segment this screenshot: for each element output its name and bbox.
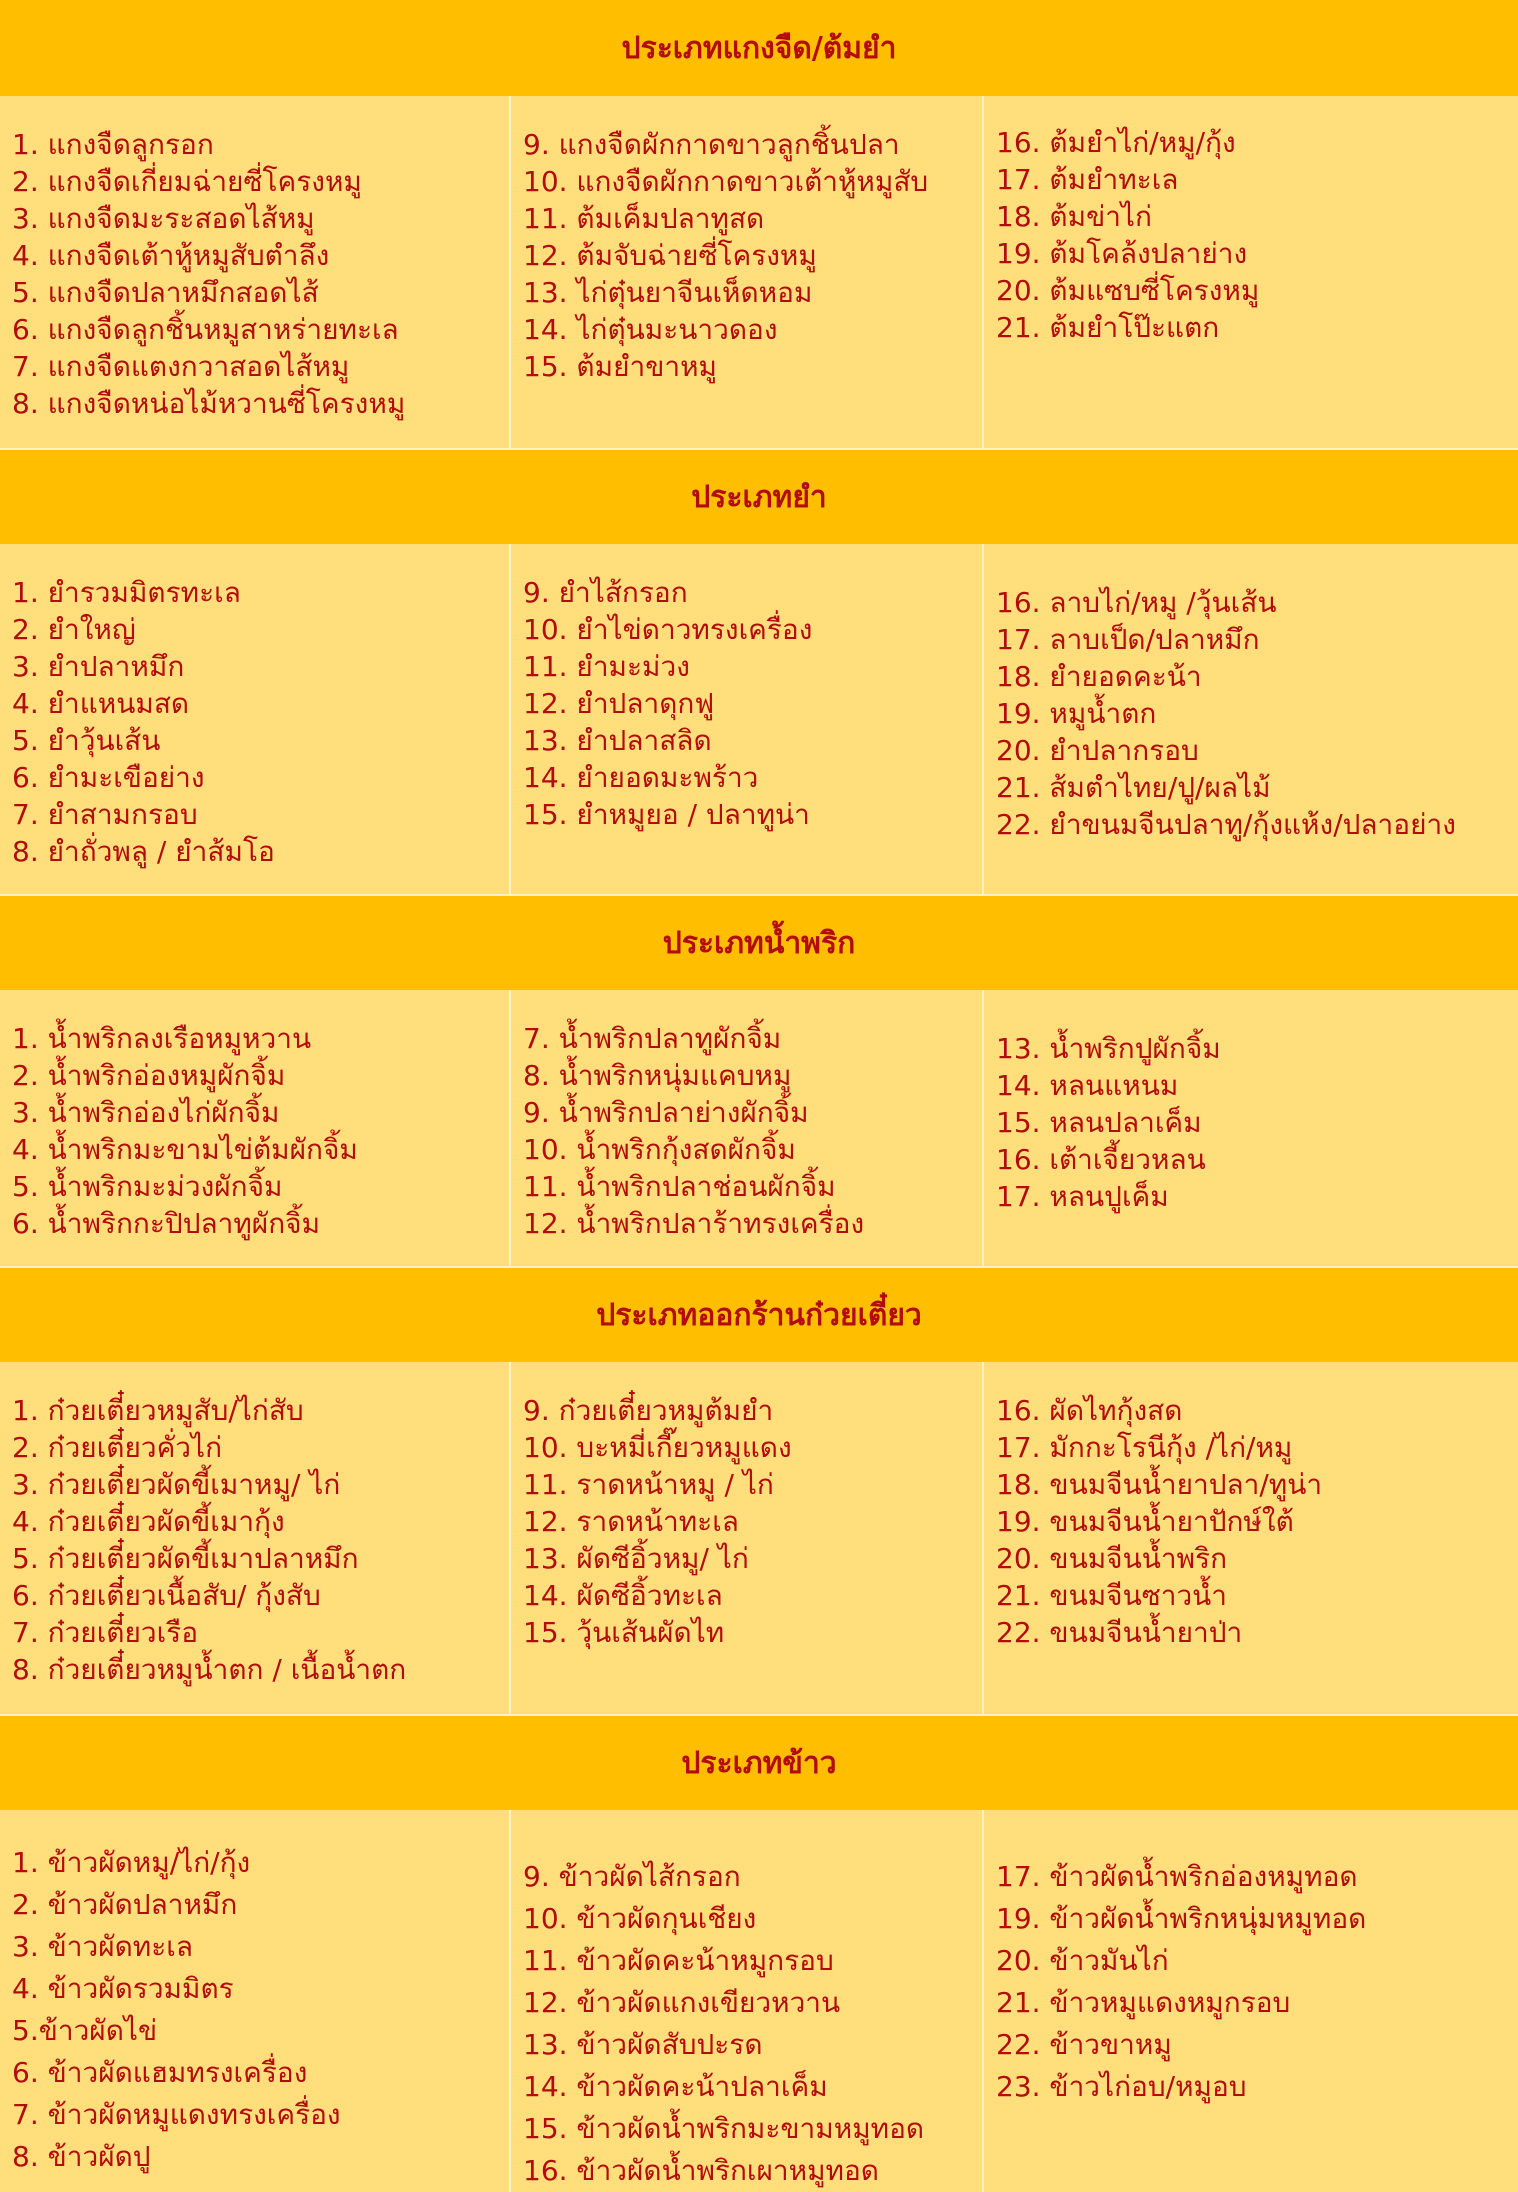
column-3 <box>984 1362 1518 1714</box>
menu-item: 9. ข้าวผัดไส้กรอก <box>523 1860 741 1893</box>
menu-item: 7. ยำสามกรอบ <box>12 798 198 831</box>
section-body-soups <box>0 96 1518 450</box>
menu-item: 12. ต้มจับฉ่ายซี่โครงหมู <box>523 239 817 272</box>
menu-item: 14. ยำยอดมะพร้าว <box>523 761 759 794</box>
menu-item: 22. ยำขนมจีนปลาทู/กุ้งแห้ง/ปลาอย่าง <box>996 808 1456 841</box>
column-3 <box>984 96 1518 448</box>
menu-item: 15. ข้าวผัดน้ำพริกมะขามหมูทอด <box>523 2112 925 2145</box>
menu-item: 22. ข้าวขาหมู <box>996 2028 1172 2061</box>
menu-item: 1. ก๋วยเตี๋ยวหมูสับ/ไก่สับ <box>12 1394 304 1427</box>
menu-item: 12. ยำปลาดุกฟู <box>523 687 715 720</box>
menu-item: 17. มักกะโรนีกุ้ง /ไก่/หมู <box>996 1431 1293 1464</box>
section-title: ประเภทน้ำพริก <box>662 925 856 961</box>
menu-item: 10. บะหมี่เกี๊ยวหมูแดง <box>523 1431 792 1464</box>
section-title: ประเภทยำ <box>691 479 827 515</box>
menu-item: 16. เต้าเจี้ยวหลน <box>996 1143 1206 1176</box>
menu-item: 16. ต้มยำไก่/หมู/กุ้ง <box>996 126 1236 159</box>
menu-item: 6. ข้าวผัดแฮมทรงเครื่อง <box>12 2056 308 2089</box>
menu-item: 1. น้ำพริกลงเรือหมูหวาน <box>12 1022 312 1055</box>
menu-item: 11. ต้มเค็มปลาทูสด <box>523 202 765 235</box>
section-body-noodles <box>0 1362 1518 1716</box>
menu-item: 13. ไก่ตุ๋นยาจีนเห็ดหอม <box>523 276 813 309</box>
menu-item: 4. แกงจืดเต้าหู้หมูสับตำลึง <box>12 239 330 272</box>
menu-item: 5. ยำวุ้นเส้น <box>12 724 161 757</box>
menu-item: 3. น้ำพริกอ่องไก่ผักจิ้ม <box>12 1096 280 1129</box>
menu-item: 4. ยำแหนมสด <box>12 687 190 720</box>
menu-item: 19. ขนมจีนน้ำยาปักษ์ใต้ <box>996 1505 1294 1538</box>
menu-item: 13. ผัดซีอิ้วหมู/ ไก่ <box>523 1542 749 1575</box>
menu-item: 8. ข้าวผัดปู <box>12 2140 151 2173</box>
menu-item: 21. ข้าวหมูแดงหมูกรอบ <box>996 1986 1291 2019</box>
menu-item: 3. ก๋วยเตี๋ยวผัดขี้เมาหมู/ ไก่ <box>12 1468 341 1501</box>
column-1 <box>0 990 511 1266</box>
menu-item: 5. น้ำพริกมะม่วงผักจิ้ม <box>12 1170 283 1203</box>
menu-item: 2. น้ำพริกอ่องหมูผักจิ้ม <box>12 1059 286 1092</box>
menu-item: 11. น้ำพริกปลาช่อนผักจิ้ม <box>523 1170 836 1203</box>
column-2 <box>511 544 984 894</box>
section-header-chili-paste <box>0 896 1518 990</box>
menu-item: 1. ยำรวมมิตรทะเล <box>12 576 241 609</box>
menu-item: 6. ยำมะเขือย่าง <box>12 761 205 794</box>
menu-item: 7. ข้าวผัดหมูแดงทรงเครื่อง <box>12 2098 341 2131</box>
menu-item: 19. ข้าวผัดน้ำพริกหนุ่มหมูทอด <box>996 1902 1367 1935</box>
menu-item: 20. ข้าวมันไก่ <box>996 1944 1169 1977</box>
column-3 <box>984 990 1518 1266</box>
column-3 <box>984 1810 1518 2192</box>
menu-item: 20. ขนมจีนน้ำพริก <box>996 1542 1228 1575</box>
menu-item: 12. น้ำพริกปลาร้าทรงเครื่อง <box>523 1207 865 1240</box>
menu-item: 4. ก๋วยเตี๋ยวผัดขี้เมากุ้ง <box>12 1505 285 1538</box>
menu-item: 3. แกงจืดมะระสอดไส้หมู <box>12 202 315 235</box>
menu-item: 12. ราดหน้าทะเล <box>523 1505 739 1538</box>
menu-item: 9. ก๋วยเตี๋ยวหมูต้มยำ <box>523 1394 774 1427</box>
menu-item: 8. ก๋วยเตี๋ยวหมูน้ำตก / เนื้อน้ำตก <box>12 1653 407 1686</box>
menu-item: 15. ต้มยำขาหมู <box>523 350 717 383</box>
column-2 <box>511 1810 984 2192</box>
menu-item: 10. แกงจืดผักกาดขาวเต้าหู้หมูสับ <box>523 165 929 198</box>
menu-item: 2. แกงจืดเกี่ยมฉ่ายซี่โครงหมู <box>12 165 362 198</box>
menu-item: 11. ข้าวผัดคะน้าหมูกรอบ <box>523 1944 834 1977</box>
menu-item: 9. น้ำพริกปลาย่างผักจิ้ม <box>523 1096 809 1129</box>
menu-item: 13. น้ำพริกปูผักจิ้ม <box>996 1032 1221 1065</box>
menu-item: 1. แกงจืดลูกรอก <box>12 128 214 161</box>
menu-item: 4. ข้าวผัดรวมมิตร <box>12 1972 234 2005</box>
section-title: ประเภทข้าว <box>681 1745 837 1781</box>
column-1 <box>0 1362 511 1714</box>
column-1 <box>0 96 511 448</box>
menu-item: 10. ยำไข่ดาวทรงเครื่อง <box>523 613 813 646</box>
column-2 <box>511 990 984 1266</box>
menu-item: 20. ยำปลากรอบ <box>996 734 1199 767</box>
menu-item: 10. น้ำพริกกุ้งสดผักจิ้ม <box>523 1133 796 1166</box>
menu-item: 7. แกงจืดแตงกวาสอดไส้หมู <box>12 350 350 383</box>
menu-item: 17. หลนปูเค็ม <box>996 1180 1169 1213</box>
menu-item: 18. ต้มข่าไก่ <box>996 200 1152 233</box>
section-header-noodles <box>0 1268 1518 1362</box>
section-header-rice <box>0 1716 1518 1810</box>
menu-item: 18. ยำยอดคะน้า <box>996 660 1202 693</box>
menu-item: 8. แกงจืดหน่อไม้หวานซี่โครงหมู <box>12 387 406 420</box>
menu-item: 15. หลนปลาเค็ม <box>996 1106 1202 1139</box>
section-body-chili-paste <box>0 990 1518 1268</box>
menu-item: 17. ข้าวผัดน้ำพริกอ่องหมูทอด <box>996 1860 1358 1893</box>
menu-item: 20. ต้มแซบซี่โครงหมู <box>996 274 1260 307</box>
menu-item: 8. ยำถั่วพลู / ยำส้มโอ <box>12 835 275 868</box>
menu-item: 5.ข้าวผัดไข่ <box>12 2014 158 2047</box>
menu-item: 5. แกงจืดปลาหมึกสอดไส้ <box>12 276 319 309</box>
menu-item: 14. หลนแหนม <box>996 1069 1179 1102</box>
menu-item: 2. ก๋วยเตี๋ยวคั่วไก่ <box>12 1431 223 1464</box>
menu-item: 17. ลาบเป็ด/ปลาหมึก <box>996 623 1260 656</box>
menu-item: 19. หมูน้ำตก <box>996 697 1157 730</box>
menu-item: 6. น้ำพริกกะปิปลาทูผักจิ้ม <box>12 1207 321 1240</box>
column-2 <box>511 96 984 448</box>
menu-item: 16. ลาบไก่/หมู /วุ้นเส้น <box>996 586 1277 619</box>
menu-item: 12. ข้าวผัดแกงเขียวหวาน <box>523 1986 841 2019</box>
menu-item: 22. ขนมจีนน้ำยาป่า <box>996 1616 1243 1649</box>
menu-item: 23. ข้าวไก่อบ/หมูอบ <box>996 2070 1247 2103</box>
menu-item: 14. ไก่ตุ๋นมะนาวดอง <box>523 313 778 346</box>
menu-item: 15. วุ้นเส้นผัดไท <box>523 1616 725 1649</box>
section-body-yum <box>0 544 1518 896</box>
menu-item: 11. ยำมะม่วง <box>523 650 690 683</box>
menu-item: 9. ยำไส้กรอก <box>523 576 688 609</box>
menu-item: 13. ยำปลาสลิด <box>523 724 712 757</box>
menu-item: 6. แกงจืดลูกชิ้นหมูสาหร่ายทะเล <box>12 313 399 346</box>
column-1 <box>0 1810 511 2192</box>
menu-item: 2. ยำใหญ่ <box>12 613 136 646</box>
menu-item: 7. ก๋วยเตี๋ยวเรือ <box>12 1616 199 1649</box>
menu-item: 3. ยำปลาหมึก <box>12 650 185 683</box>
menu-item: 21. ต้มยำโป๊ะแตก <box>996 311 1220 344</box>
section-header-soups <box>0 0 1518 96</box>
menu-item: 7. น้ำพริกปลาทูผักจิ้ม <box>523 1022 782 1055</box>
menu-item: 14. ผัดซีอิ้วทะเล <box>523 1579 723 1612</box>
menu-item: 2. ข้าวผัดปลาหมึก <box>12 1888 238 1921</box>
menu-item: 21. ส้มตำไทย/ปู/ผลไม้ <box>996 771 1271 804</box>
menu-item: 16. ผัดไทกุ้งสด <box>996 1394 1183 1427</box>
section-header-yum <box>0 450 1518 544</box>
section-body-rice <box>0 1810 1518 2192</box>
menu-item: 14. ข้าวผัดคะน้าปลาเค็ม <box>523 2070 828 2103</box>
menu-item: 9. แกงจืดผักกาดขาวลูกชิ้นปลา <box>523 128 900 161</box>
menu-item: 16. ข้าวผัดน้ำพริกเผาหมูทอด <box>523 2154 879 2187</box>
column-1 <box>0 544 511 894</box>
menu-item: 19. ต้มโคล้งปลาย่าง <box>996 237 1248 270</box>
menu-item: 6. ก๋วยเตี๋ยวเนื้อสับ/ กุ้งสับ <box>12 1579 321 1612</box>
menu-item: 5. ก๋วยเตี๋ยวผัดขี้เมาปลาหมึก <box>12 1542 359 1575</box>
menu-item: 15. ยำหมูยอ / ปลาทูน่า <box>523 798 810 831</box>
menu-item: 11. ราดหน้าหมู / ไก่ <box>523 1468 774 1501</box>
menu-item: 1. ข้าวผัดหมู/ไก่/กุ้ง <box>12 1846 251 1879</box>
menu-item: 13. ข้าวผัดสับปะรด <box>523 2028 763 2061</box>
section-title: ประเภทแกงจืด/ต้มยำ <box>621 30 897 66</box>
menu-item: 10. ข้าวผัดกุนเชียง <box>523 1902 757 1935</box>
menu-item: 21. ขนมจีนซาวน้ำ <box>996 1579 1228 1612</box>
menu-item: 18. ขนมจีนน้ำยาปลา/ทูน่า <box>996 1468 1323 1501</box>
column-2 <box>511 1362 984 1714</box>
menu-item: 4. น้ำพริกมะขามไข่ต้มผักจิ้ม <box>12 1133 358 1166</box>
menu-item: 3. ข้าวผัดทะเล <box>12 1930 194 1963</box>
column-3 <box>984 544 1518 894</box>
section-title: ประเภทออกร้านก๋วยเตี๋ยว <box>596 1297 922 1333</box>
menu-item: 8. น้ำพริกหนุ่มแคบหมู <box>523 1059 792 1092</box>
menu-item: 17. ต้มยำทะเล <box>996 163 1179 196</box>
